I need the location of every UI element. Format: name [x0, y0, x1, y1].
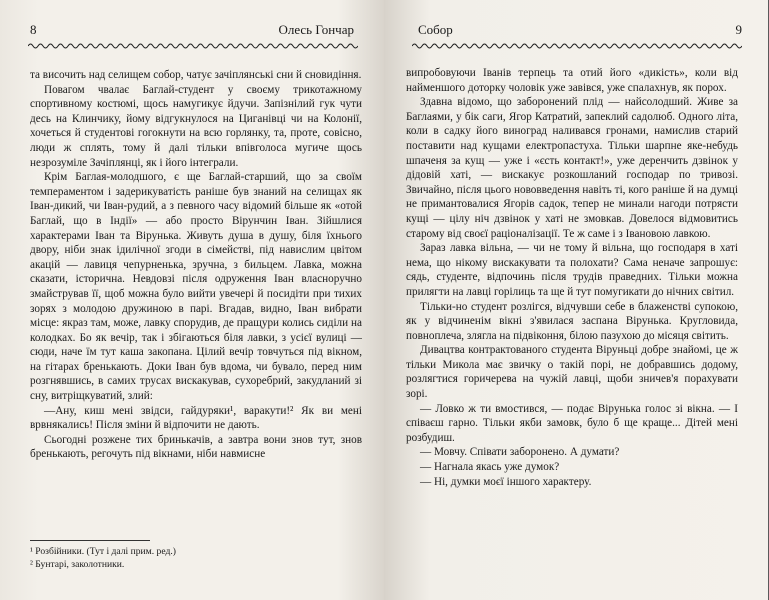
paragraph: та височить над селищем собор, чатує зачіплянські сни й сновидіння.: [30, 69, 362, 81]
paragraph: Повагом чвалає Баглай-студент у своєму трикотажному спортивному костюмі, щось намугикує йдучи. Запізнілий гук чути десь на Клинчику, йому відгукнулося на Циганівці чи на Колонії, хочеться й студентові гогокнути на всю горлянку, та, проте, совісно, люди ж сплять, тому й далі тільки впівголоса мугиче щось незрозуміле Зачіплянці, як і його інтеграли.: [30, 83, 362, 169]
footnote: ² Бунтарі, заколотники.: [30, 559, 125, 570]
right-page-body: [406, 66, 738, 489]
paragraph: Крім Баглая-молодшого, є ще Баглай-старший, що за своїм темпераментом і задерикуватість раніше був знаний на селищах як Іван-дикий, чи Іван-рудий, а з певного часу відомий більше як «отой Баглай, що в Індії» — або просто Вірунчин Іван. Зійшлися характерами Іван та Вірунька. Живуть душа в душу, біля їхнього двору, ніби знак ідилічної згоди в сімействі, під навислим цвітом акацій — лавиця чепурненька, зручна, з бильцем. Лавка, можна сказати, історична. Невдовзі після одруження Іван власноручно змайстрував її, щоб можна було вийти увечері й посидіти при тихих зорях з молодою дружиною в парі. Вгадав, видно, Іван вибрати місце: якраз там, може, лавку спорудив, де пращури колись сиділи на колодках. Бо як вечір, так і збігаються біля лавки, з усієї вулиці — сюди, наче їм тут каша закопана. Цілий вечір товчуться під вікном, на гітарах бренькають. Доки Іван був вдома, чи бувало, перед ним розгнявшись, в самих трусах вискакував, сухоребрий, закудланий зі сну, витріщкуватий, злий:: [30, 171, 362, 403]
paragraph: — Ловко ж ти вмостився, — подає Вірунька голос зі вікна. — І співаєш гарно. Тільки якби замовк, було б ще краще... Дітей мені розбудиш.: [406, 402, 738, 444]
wavy-rule-ornament: [412, 42, 742, 50]
wavy-rule-ornament: [28, 42, 358, 50]
paragraph: — Нагнала якась уже думок?: [420, 461, 560, 474]
paragraph: випробовуючи Іванів терпець та отий його «дикість», коли від найменшого доторку чоловік уже завівся, уже спалахнув, як порох.: [406, 67, 738, 94]
paragraph: Зараз лавка вільна, — чи не тому й вільна, що господаря в хаті нема, що нікому вискакувати та полохати? Сама неначе запрошує: сядь, студенте, відпочинь після трудів праведних. Тільки можна прилягти на лавці горілиць та ще й тут помугикати до нічних світил.: [406, 242, 738, 298]
paragraph: — Ні, думки моєї іншого характеру.: [420, 475, 592, 488]
left-page: [0, 0, 384, 600]
running-title: Собор: [418, 22, 453, 37]
page-number: 8: [30, 22, 37, 37]
left-page-body: [30, 68, 362, 462]
paragraph: Сьогодні розжене тих бринькачів, а завтра вони знов тут, знов бренькають, регочуть під вікнами, ніби навмисне: [30, 433, 362, 461]
footnote: ¹ Розбійники. (Тут і далі прим. ред.): [30, 546, 176, 557]
right-page-header: [414, 22, 742, 40]
paragraph: Тільки-но студент розлігся, відчувши себе в блаженстві супокою, як у відчиненім вікні з'явилася заспана Вірунька. Кругловида, повноплеча, злягла на підвіконня, білою пазухою до місяця світить.: [406, 300, 738, 342]
footnotes: [30, 540, 362, 571]
paragraph: — Мовчу. Співати заборонено. А думати?: [420, 446, 620, 459]
footnote-rule: [30, 540, 150, 541]
page-number: 9: [735, 22, 742, 37]
running-title: Олесь Гончар: [278, 22, 354, 37]
left-page-header: [30, 22, 358, 40]
paragraph: Дивацтва контрактованого студента Віруньці добре знайомі, це ж тільки Микола має звичку о такій порі, не добравшись додому, розлягтися горичерева на чужій лавці, щоби зничев'я порахувати зорі.: [406, 344, 738, 401]
right-page: [384, 0, 768, 600]
paragraph: Здавна відомо, що заборонений плід — найсолодший. Живе за Баглаями, у бік саги, Ягор Катратий, запеклий садолюб. Одного літа, коли в садку його виноград наливався гронами, намислив старий поставити над кущами електропастуха. Тільки шарпне яке-небудь шпаченя за кущ — уже і «єсть контакт!», уже деренчить дзвінок у дідовій хаті, — вискакує розкошланий господар по тривозі. Звичайно, після цього нововведення навіть ті, кого раніше й на думці не примантовалися Ягорів садок, тепер не минали нагоди потрясти кущі — цілу ніч дзвінок у хаті не змовкав. Довелося відмовитись старому від своєї раціоналізації. Те ж саме і з Івановою лавкою.: [406, 96, 738, 240]
paragraph: —Ану, киш мені звідси, гайдуряки¹, варакути!² Як ви мені врвнякались! Після зміни й відпочити не дають.: [30, 404, 362, 432]
